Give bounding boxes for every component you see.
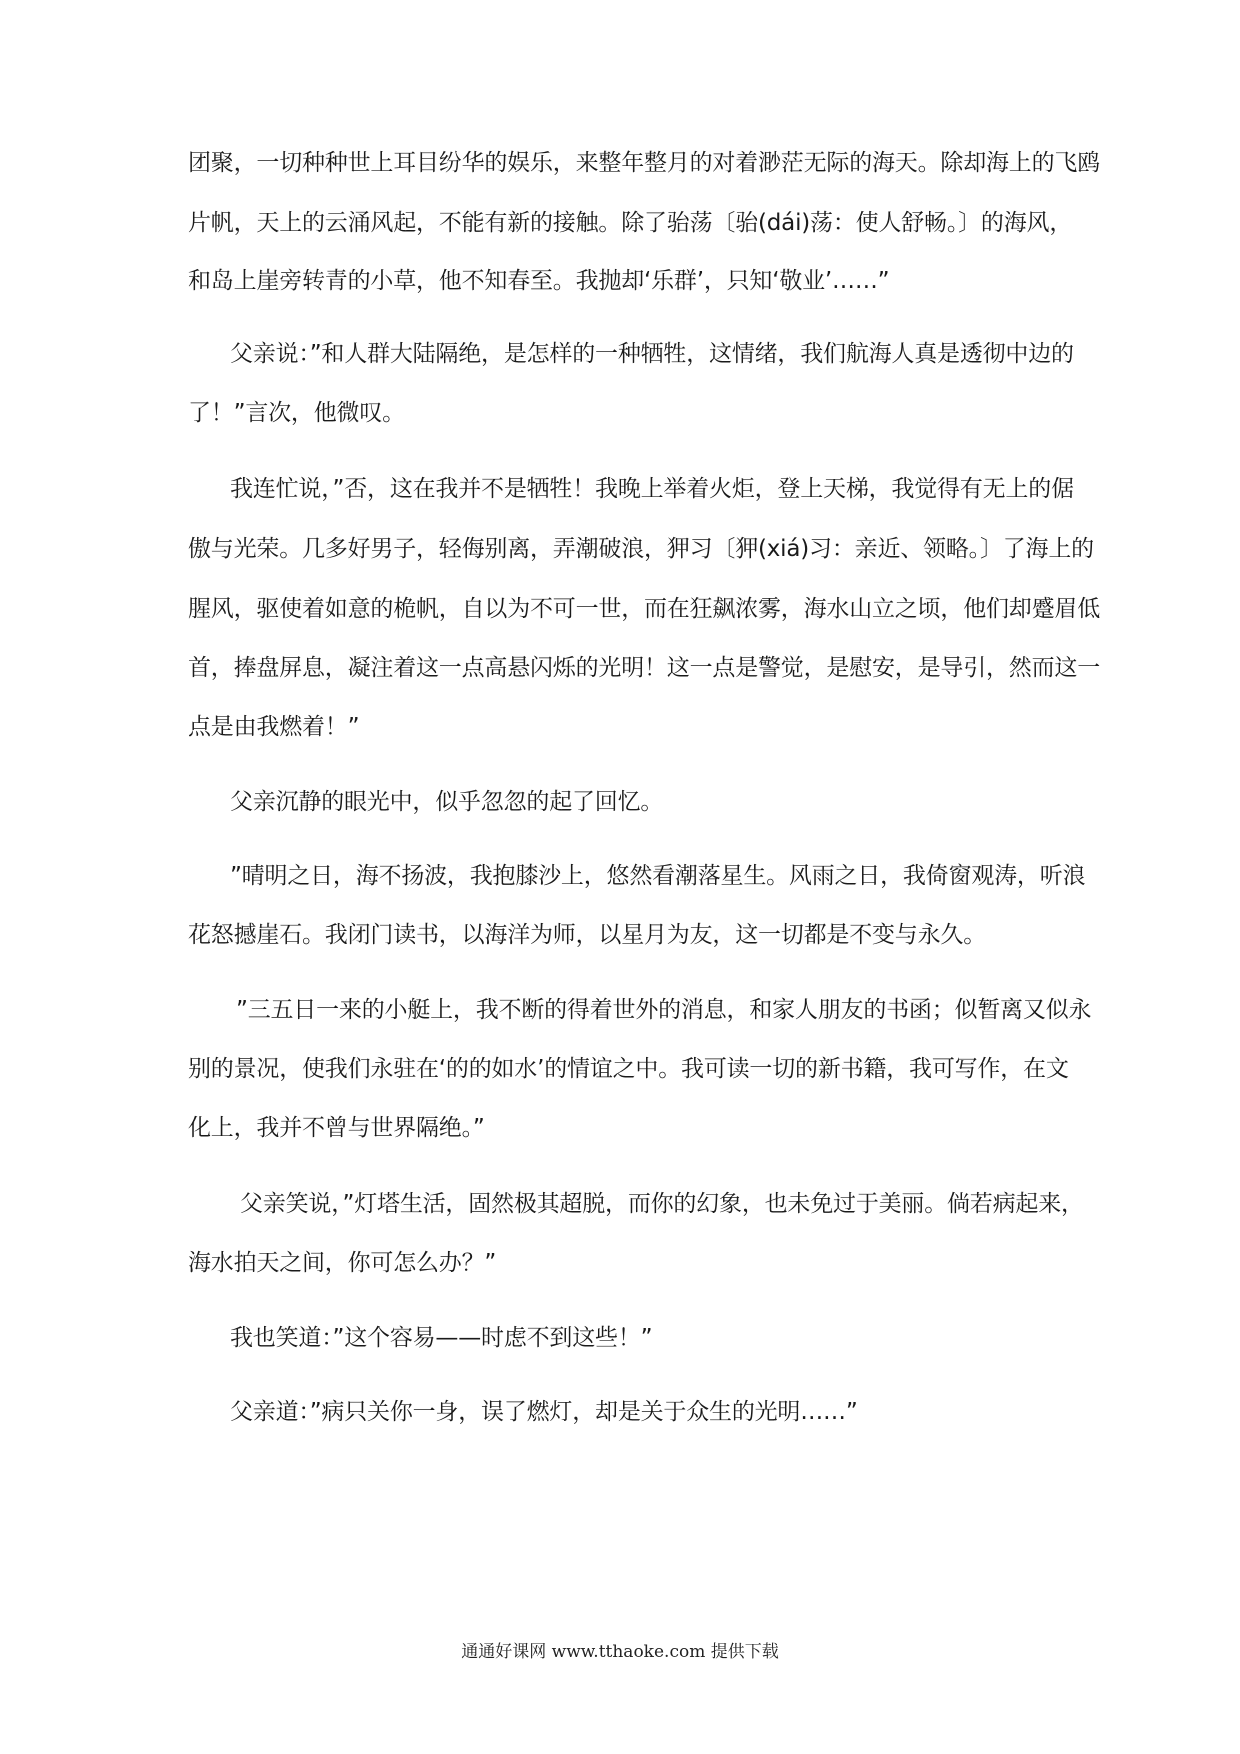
- text-line: 傲与光荣。几多好男子，轻侮别离，弄潮破浪，狎习〔狎(xiá)习：亲近、领略。〕了海上的: [188, 536, 1094, 562]
- text-line: 片帆，天上的云涌风起，不能有新的接触。除了骀荡〔骀(dái)荡：使人舒畅。〕的海风，: [188, 210, 1073, 236]
- text-line: 我连忙说，”否，这在我并不是牺牲！我晚上举着火炬，登上天梯，我觉得有无上的倨: [230, 476, 1074, 502]
- page-footer: 通通好课网 www.tthaoke.com 提供下载: [461, 1642, 779, 1662]
- text-line: 花怒撼崖石。我闭门读书，以海洋为师，以星月为友，这一切都是不变与永久。: [188, 922, 987, 948]
- text-line: 别的景况，使我们永驻在‘的的如水’的情谊之中。我可读一切的新书籍，我可写作，在文: [188, 1056, 1069, 1082]
- text-line: 父亲笑说，”灯塔生活，固然极其超脱，而你的幻象，也未免过于美丽。倘若病起来，: [240, 1191, 1084, 1217]
- text-line: 腥风，驱使着如意的桅帆，自以为不可一世，而在狂飙浓雾，海水山立之顷，他们却蹙眉低: [188, 596, 1101, 622]
- text-line: ”三五日一来的小艇上，我不断的得着世外的消息，和家人朋友的书函；似暂离又似永: [236, 997, 1092, 1023]
- text-line: 化上，我并不曾与世界隔绝。”: [188, 1115, 485, 1141]
- text-line: 点是由我燃着！”: [188, 714, 360, 740]
- text-line: ”晴明之日，海不扬波，我抱膝沙上，悠然看潮落星生。风雨之日，我倚窗观涛，听浪: [230, 863, 1086, 889]
- text-line: 父亲道：”病只关你一身，误了燃灯，却是关于众生的光明……”: [230, 1399, 858, 1425]
- text-line: 和岛上崖旁转青的小草，他不知春至。我抛却‘乐群’，只知‘敬业’……”: [188, 268, 890, 294]
- text-line: 父亲说：”和人群大陆隔绝，是怎样的一种牺牲，这情绪，我们航海人真是透彻中边的: [230, 341, 1074, 367]
- text-line: 了！”言次，他微叹。: [188, 400, 405, 426]
- text-line: 首，捧盘屏息，凝注着这一点高悬闪烁的光明！这一点是警觉，是慰安，是导引，然而这一: [188, 655, 1101, 681]
- text-line: 我也笑道：”这个容易——时虑不到这些！”: [230, 1325, 653, 1351]
- text-line: 海水拍天之间，你可怎么办？”: [188, 1250, 497, 1276]
- text-line: 团聚，一切种种世上耳目纷华的娱乐，来整年整月的对着渺茫无际的海天。除却海上的飞鸥: [188, 150, 1101, 176]
- text-line: 父亲沉静的眼光中，似乎忽忽的起了回忆。: [230, 789, 664, 815]
